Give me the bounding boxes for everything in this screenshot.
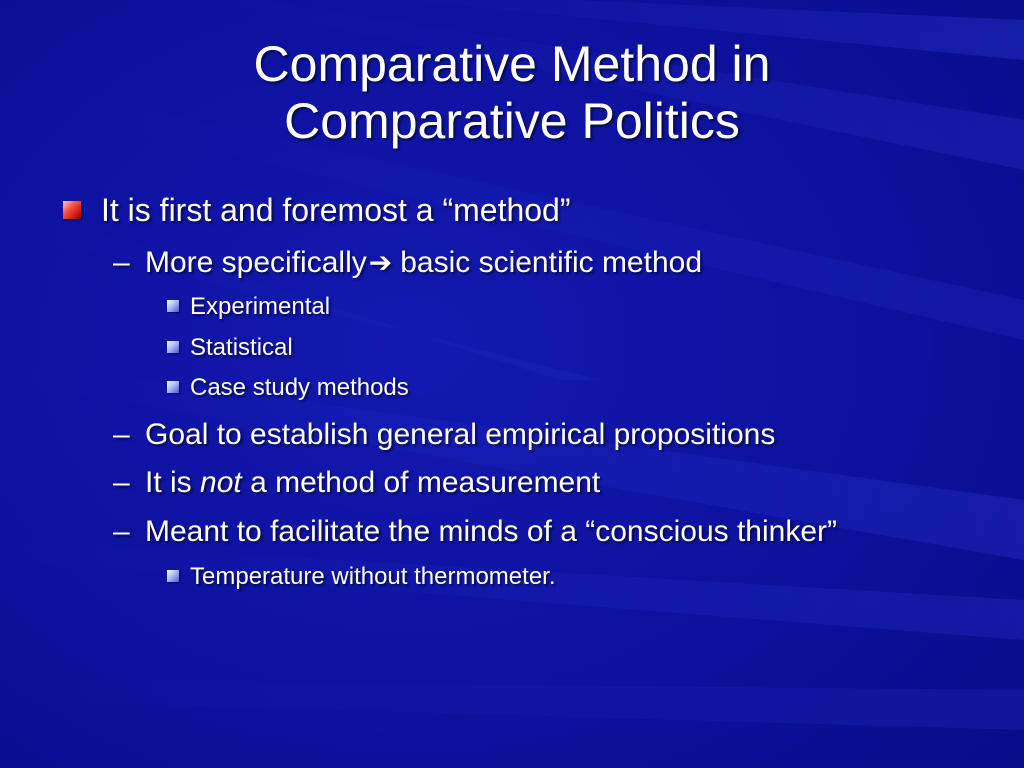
blue-square-bullet-icon — [167, 570, 179, 582]
bullet-level1-method: It is first and foremost a “method” — [101, 192, 571, 228]
more-specifically-text: More specifically — [145, 246, 367, 279]
method-of-measurement-text: a method of measurement — [250, 466, 601, 499]
bullet-level2-not-measurement — [145, 466, 600, 500]
dash-bullet: – — [113, 515, 130, 548]
bullet-level3-temperature: Temperature without thermometer. — [190, 563, 556, 590]
dash-bullet: – — [113, 418, 130, 451]
slide-title — [0, 36, 1024, 150]
red-square-bullet-icon — [63, 201, 81, 219]
slide-title-line-1: Comparative Method in — [253, 36, 771, 92]
blue-square-bullet-icon — [167, 300, 179, 312]
right-arrow-icon: ➔ — [368, 246, 393, 279]
bullet-level3-experimental: Experimental — [190, 293, 331, 320]
blue-square-bullet-icon — [167, 381, 179, 393]
blue-square-bullet-icon — [167, 341, 179, 353]
basic-scientific-method-text: basic scientific method — [400, 246, 703, 279]
bullet-level3-case-study: Case study methods — [190, 374, 409, 401]
dash-bullet: – — [113, 246, 130, 279]
not-emphasis-text: not — [200, 466, 242, 499]
it-is-text: It is — [145, 466, 192, 499]
bullet-level2-more-specifically — [145, 246, 702, 280]
bullet-level3-statistical: Statistical — [190, 334, 293, 361]
slide-title-line-2: Comparative Politics — [284, 93, 740, 149]
bullet-level2-conscious-thinker: Meant to facilitate the minds of a “conscious thinker” — [145, 515, 837, 548]
dash-bullet: – — [113, 466, 130, 499]
bullet-level2-goal: Goal to establish general empirical propositions — [145, 418, 776, 451]
